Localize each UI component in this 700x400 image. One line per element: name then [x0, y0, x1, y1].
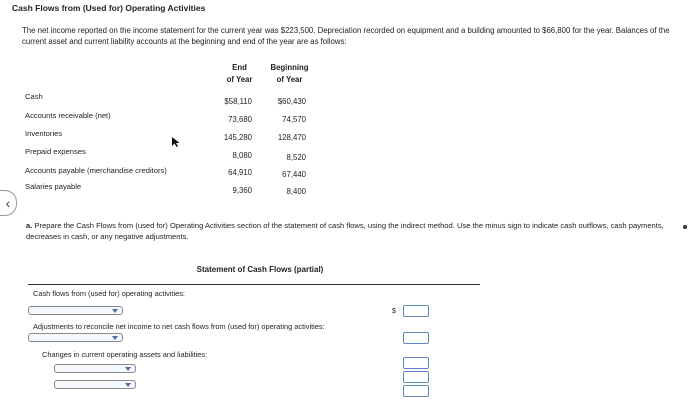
operating-activities-label: Cash flows from (used for) operating activities:	[33, 289, 185, 298]
value-prepaid-begin: 8,520	[286, 153, 306, 162]
change-dropdown-2[interactable]	[54, 380, 136, 389]
header-begin-line2: of Year	[276, 75, 303, 84]
adjustment-dropdown[interactable]	[28, 333, 123, 342]
change-amount-field-2[interactable]	[403, 371, 429, 383]
changes-label: Changes in current operating assets and liabilities:	[42, 350, 208, 359]
value-ar-end: 73,680	[228, 115, 252, 124]
problem-intro: The net income reported on the income statement for the current year was $223,500. Depreciation recorded on equipment and a building amounted to $66,800 for the year. Balances of the current asset and current liability accounts at the beginning and end of the year are as follows:	[22, 26, 670, 46]
chevron-left-icon: ‹	[5, 195, 11, 211]
net-income-amount-field[interactable]	[403, 305, 429, 317]
currency-symbol: $	[392, 308, 396, 315]
value-ap-end: 64,910	[228, 168, 252, 177]
page-title: Cash Flows from (Used for) Operating Activities	[12, 3, 206, 13]
part-a-prefix: a.	[26, 221, 33, 230]
value-salaries-begin: 8,400	[286, 187, 306, 196]
header-end-line1: End	[232, 63, 247, 72]
adjustment-amount-field[interactable]	[403, 332, 429, 344]
part-a-text: Prepare the Cash Flows from (used for) Operating Activities section of the statement of cash flows, using the indirect method. Use the minus sign to indicate cash outflows, cash payments, decreases in cash, or any negative adjustments.	[26, 221, 664, 241]
mouse-pointer-icon	[172, 137, 180, 149]
change-dropdown-1[interactable]	[54, 364, 136, 373]
value-cash-end: $58,110	[224, 97, 252, 106]
row-label-prepaid-expenses: Prepaid expenses	[25, 147, 86, 156]
row-label-accounts-payable: Accounts payable (merchandise creditors)	[25, 166, 167, 175]
info-dot-icon	[683, 225, 687, 229]
header-begin-line1: Beginning	[270, 63, 309, 72]
header-end-of-year	[212, 62, 267, 86]
statement-divider	[28, 284, 480, 285]
value-prepaid-end: 8,080	[232, 151, 252, 160]
header-end-line2: of Year	[226, 75, 253, 84]
row-label-cash: Cash	[25, 92, 43, 101]
part-a-instructions	[26, 220, 681, 242]
value-cash-begin: $60,430	[277, 97, 306, 106]
value-salaries-end: 9,360	[232, 186, 252, 195]
value-inventories-begin: 128,470	[277, 133, 306, 142]
net-income-dropdown[interactable]	[28, 306, 123, 315]
value-ar-begin: 74,570	[282, 115, 306, 124]
change-amount-field-3[interactable]	[403, 385, 429, 397]
row-label-salaries-payable: Salaries payable	[25, 182, 82, 191]
adjustments-label: Adjustments to reconcile net income to net cash flows from (used for) operating activities:	[33, 322, 325, 331]
row-label-accounts-receivable: Accounts receivable (net)	[25, 111, 111, 120]
back-tab[interactable]	[0, 190, 17, 216]
header-beginning-of-year	[262, 62, 317, 86]
value-ap-begin: 67,440	[282, 170, 306, 179]
change-amount-field-1[interactable]	[403, 357, 429, 369]
value-inventories-end: 145,280	[223, 133, 252, 142]
statement-title: Statement of Cash Flows (partial)	[196, 265, 324, 274]
row-label-inventories: Inventories	[25, 129, 63, 138]
